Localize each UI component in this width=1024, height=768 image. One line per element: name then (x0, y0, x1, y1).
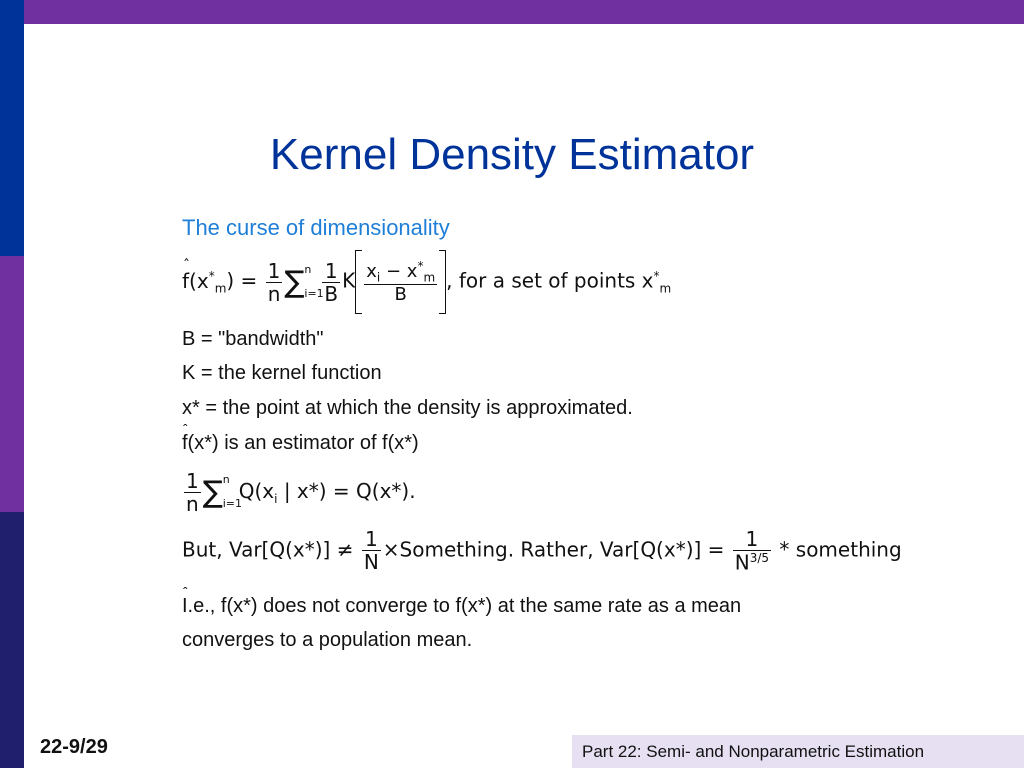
average-body-sub: i (274, 492, 278, 506)
fhat-symbol (182, 269, 209, 293)
slide-subtitle: The curse of dimensionality (182, 215, 450, 240)
conclusion-line-1 (182, 595, 741, 618)
sum-lower-limit: i=1 (304, 286, 324, 300)
left-accent-bar (0, 0, 24, 768)
tail-sub: m (659, 281, 672, 296)
formula-tail-text: , for a set of points x (446, 268, 654, 293)
formula-lhs: f(x (182, 268, 209, 293)
formula-lhs-sub: m (214, 281, 227, 296)
variance-text-a: But, Var[Q(x*)] ≠ (182, 537, 354, 562)
sum-upper-limit: n (222, 473, 230, 486)
summation-symbol: ∑ n i=1 (202, 473, 243, 510)
fraction-one-over-N-power (733, 528, 771, 574)
kernel-symbol: K (342, 268, 356, 293)
fraction-numerator: 1 (322, 260, 340, 283)
slide-title: Kernel Density Estimator (269, 130, 755, 179)
variance-formula (182, 528, 902, 574)
fraction-one-over-N (362, 528, 381, 573)
left-bar-segment-blue (0, 0, 24, 256)
average-formula (182, 470, 416, 515)
sum-upper-limit: n (304, 262, 312, 276)
kernel-argument-denominator: B (394, 284, 407, 306)
estimator-statement (182, 432, 419, 455)
fraction-numerator: 1 (733, 528, 771, 551)
fraction-one-over-n (184, 470, 201, 515)
fraction-numerator: 1 (267, 258, 281, 283)
page-number: 22-9/29 (40, 736, 108, 758)
formula-lhs-sup: * (208, 268, 215, 283)
fraction-denominator: B (324, 281, 339, 306)
point-definition: x* = the point at which the density is approximated. (182, 397, 633, 419)
tail-sup: * (653, 268, 660, 283)
fraction-denominator: $N^{3/5}$ (734, 550, 770, 575)
fraction-numerator: 1 (186, 469, 199, 493)
conclusion-text-1: I.e., f(x*) does not converge to f(x*) at the same rate as a mean (182, 595, 742, 617)
kde-formula (182, 250, 671, 314)
variance-text-b: ×Something. Rather, Var[Q(x*)] = (382, 537, 725, 562)
bandwidth-definition: B = "bandwidth" (182, 328, 324, 350)
summation-symbol: ∑ n i=1 (284, 262, 324, 300)
estimator-text: f(x*) is an estimator of f(x*) (182, 432, 419, 454)
variance-text-c: * something (773, 537, 902, 562)
top-accent-bar (0, 0, 1024, 24)
average-body-a: Q(x (238, 479, 275, 503)
average-body-b: | x*) = Q(x*). (277, 479, 416, 503)
fhat-symbol (182, 432, 419, 455)
footer-label: Part 22: Semi- and Nonparametric Estimation (572, 735, 1024, 768)
left-bar-segment-purple (0, 256, 24, 512)
fraction-numerator: 1 (362, 528, 381, 551)
fraction-denominator: N (363, 550, 379, 575)
left-bar-segment-navy (0, 512, 24, 768)
fraction-one-over-n (266, 260, 283, 305)
kernel-definition: K = the kernel function (182, 362, 382, 384)
kernel-argument-fraction (364, 259, 437, 306)
fraction-denominator: n (267, 281, 281, 306)
formula-lhs-close: ) = (226, 268, 258, 293)
fhat-symbol (182, 595, 741, 618)
left-bracket (355, 250, 362, 314)
conclusion-line-2: converges to a population mean. (182, 629, 473, 651)
fraction-denominator: n (186, 492, 199, 516)
kernel-argument-numerator: $x_i - x^*_m$ (366, 258, 436, 285)
sum-lower-limit: i=1 (222, 497, 243, 510)
fraction-one-over-b (322, 260, 340, 305)
